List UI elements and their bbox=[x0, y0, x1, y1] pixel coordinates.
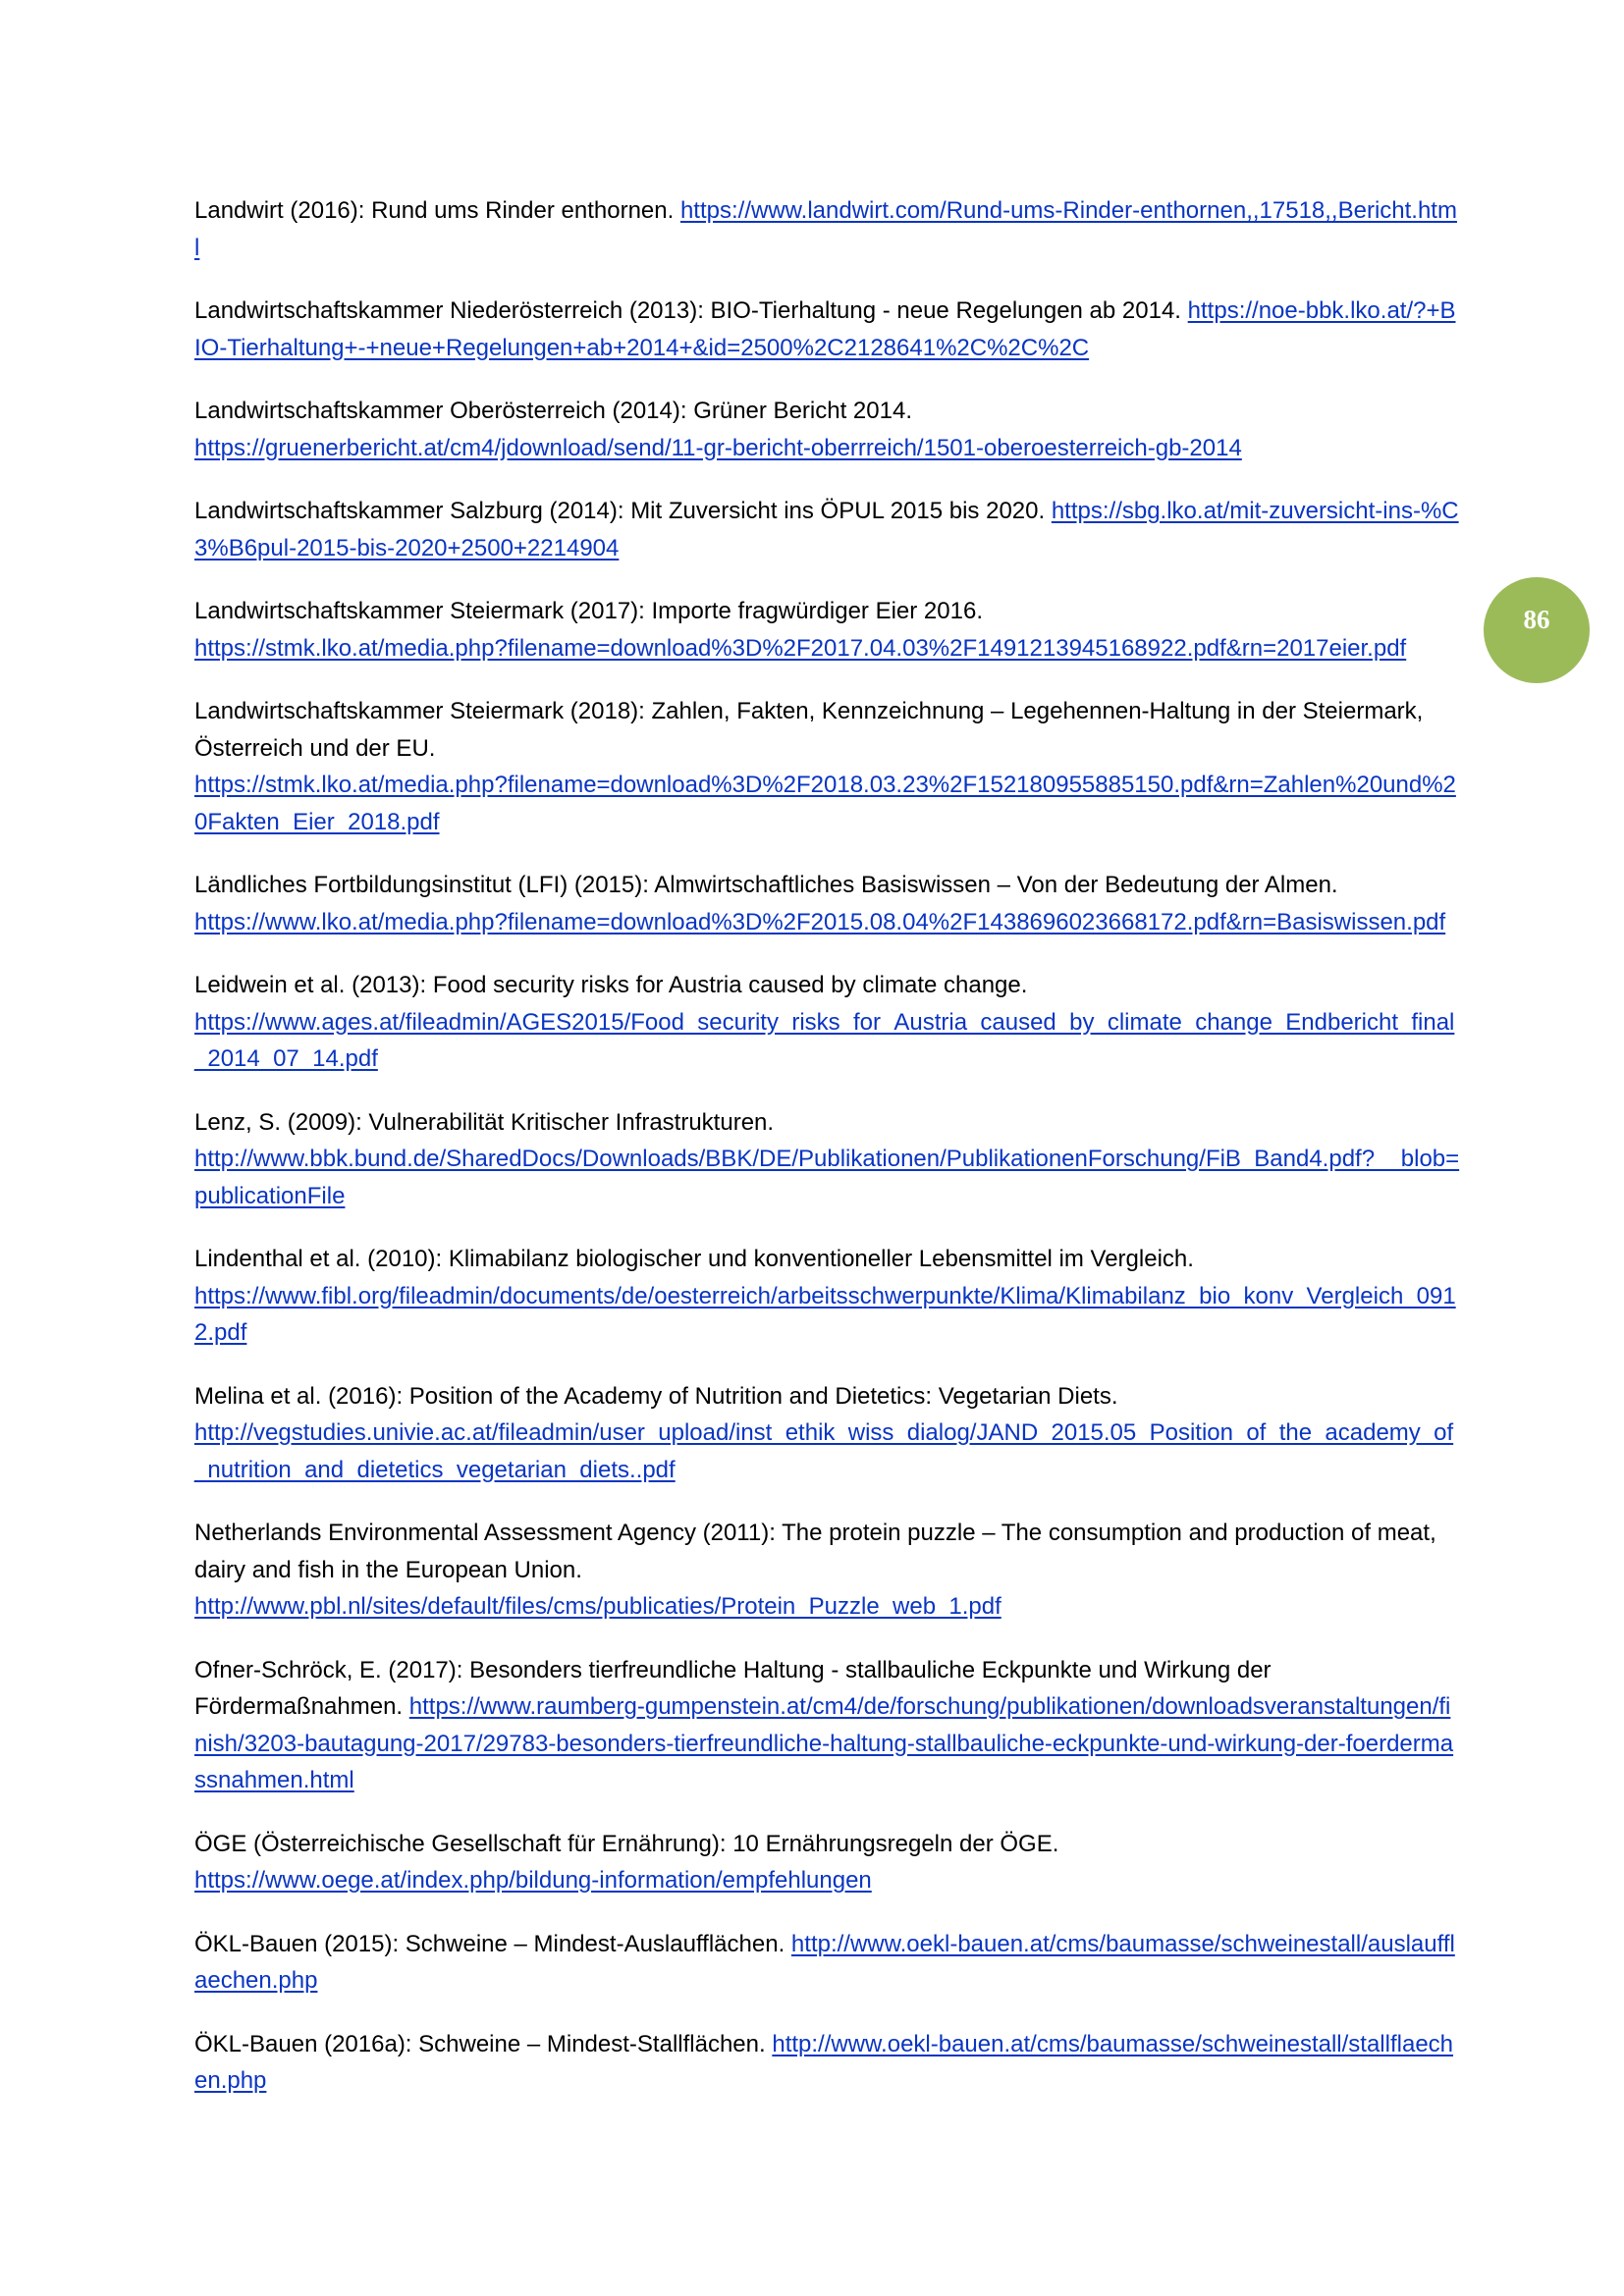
reference-link[interactable]: https://gruenerbericht.at/cm4/jdownload/send/11-gr-bericht-oberrreich/1501-oberoesterreich-gb-2014 bbox=[194, 434, 1242, 461]
reference-list bbox=[194, 192, 1461, 2126]
reference-citation: Landwirtschaftskammer Salzburg (2014): Mit Zuversicht ins ÖPUL 2015 bis 2020. bbox=[194, 498, 1046, 524]
reference-citation: Ländliches Fortbildungsinstitut (LFI) (2015): Almwirtschaftliches Basiswissen – Von der Bedeutung der Almen. bbox=[194, 872, 1338, 898]
page-number: 86 bbox=[1523, 605, 1550, 634]
reference-citation: ÖKL-Bauen (2016a): Schweine – Mindest-Stallflächen. bbox=[194, 2030, 766, 2057]
reference-entry bbox=[194, 1652, 1461, 1799]
reference-link[interactable]: https://stmk.lko.at/media.php?filename=download%3D%2F2017.04.03%2F1491213945168922.pdf&rn=2017eier.pdf bbox=[194, 634, 1407, 662]
reference-entry bbox=[194, 1104, 1461, 1215]
reference-entry bbox=[194, 1378, 1461, 1489]
reference-citation: Landwirtschaftskammer Steiermark (2017): Importe fragwürdiger Eier 2016. bbox=[194, 598, 983, 624]
reference-entry bbox=[194, 2026, 1461, 2100]
reference-entry bbox=[194, 967, 1461, 1078]
reference-entry bbox=[194, 1241, 1461, 1352]
reference-link[interactable]: https://stmk.lko.at/media.php?filename=download%3D%2F2018.03.23%2F152180955885150.pdf&rn=Zahlen%20und%20Fakten_Eier_2018.pdf bbox=[194, 772, 1456, 835]
reference-citation: Lenz, S. (2009): Vulnerabilität Kritischer Infrastrukturen. bbox=[194, 1108, 775, 1136]
reference-citation: Lindenthal et al. (2010): Klimabilanz biologischer und konventioneller Lebensmittel im Vergleich. bbox=[194, 1246, 1194, 1272]
reference-citation: ÖKL-Bauen (2015): Schweine – Mindest-Auslaufflächen. bbox=[194, 1930, 785, 1957]
reference-entry bbox=[194, 867, 1461, 940]
reference-entry bbox=[194, 493, 1461, 566]
reference-citation: Melina et al. (2016): Position of the Academy of Nutrition and Dietetics: Vegetarian Diets. bbox=[194, 1382, 1118, 1410]
page-number-badge bbox=[1484, 577, 1590, 683]
reference-link[interactable]: https://noe-bbk.lko.at/?+BIO-Tierhaltung+-+neue+Regelungen+ab+2014+&id=2500%2C2128641%2C%2C%2C bbox=[194, 297, 1456, 361]
reference-citation: Landwirtschaftskammer Steiermark (2018): Zahlen, Fakten, Kennzeichnung – Legehennen-Haltung in der Steiermark, Österreich und der EU. bbox=[194, 698, 1424, 762]
reference-link[interactable]: https://sbg.lko.at/mit-zuversicht-ins-%C3%B6pul-2015-bis-2020+2500+2214904 bbox=[194, 498, 1459, 561]
reference-link[interactable]: https://www.lko.at/media.php?filename=download%3D%2F2015.08.04%2F1438696023668172.pdf&rn=Basiswissen.pdf bbox=[194, 908, 1446, 935]
reference-link[interactable]: https://www.fibl.org/fileadmin/documents/de/oesterreich/arbeitsschwerpunkte/Klima/Klimabilanz_bio_konv_Vergleich_0912.pdf bbox=[194, 1282, 1456, 1346]
reference-link[interactable]: http://www.pbl.nl/sites/default/files/cms/publicaties/Protein_Puzzle_web_1.pdf bbox=[194, 1593, 1001, 1620]
reference-entry bbox=[194, 1826, 1461, 1899]
reference-citation: Leidwein et al. (2013): Food security risks for Austria caused by climate change. bbox=[194, 972, 1028, 998]
reference-citation: Ofner-Schröck, E. (2017): Besonders tierfreundliche Haltung - stallbauliche Eckpunkte und Wirkung der Fördermaßnahmen. bbox=[194, 1656, 1272, 1720]
reference-entry bbox=[194, 693, 1461, 840]
reference-link[interactable]: https://www.raumberg-gumpenstein.at/cm4/de/forschung/publikationen/downloadsveranstaltungen/finish/3203-bautagung-2017/29783-besonders-tierfreundliche-haltung-stallbauliche-eckpunkte-und-wirkung-der-foerdermassnahmen.html bbox=[194, 1693, 1454, 1793]
reference-link[interactable]: http://www.bbk.bund.de/SharedDocs/Downloads/BBK/DE/Publikationen/PublikationenForschung/FiB_Band4.pdf?__blob=publicationFile bbox=[194, 1146, 1460, 1209]
reference-link[interactable]: https://www.ages.at/fileadmin/AGES2015/Food_security_risks_for_Austria_caused_by_climate_change_Endbericht_final_2014_07_14.pdf bbox=[194, 1008, 1455, 1072]
reference-link[interactable]: http://www.oekl-bauen.at/cms/baumasse/schweinestall/stallflaechen.php bbox=[194, 2030, 1454, 2094]
reference-citation: ÖGE (Österreichische Gesellschaft für Ernährung): 10 Ernährungsregeln der ÖGE. bbox=[194, 1830, 1059, 1857]
reference-entry bbox=[194, 293, 1461, 366]
reference-entry bbox=[194, 1926, 1461, 2000]
reference-link[interactable]: https://www.oege.at/index.php/bildung-information/empfehlungen bbox=[194, 1867, 872, 1894]
reference-citation: Landwirtschaftskammer Oberösterreich (2014): Grüner Bericht 2014. bbox=[194, 398, 912, 424]
reference-entry bbox=[194, 593, 1461, 667]
reference-citation: Netherlands Environmental Assessment Agency (2011): The protein puzzle – The consumption and production of meat, dairy and fish in the European Union. bbox=[194, 1520, 1436, 1583]
reference-entry bbox=[194, 192, 1461, 266]
reference-link[interactable]: https://www.landwirt.com/Rund-ums-Rinder-enthornen,,17518,,Bericht.html bbox=[194, 197, 1457, 261]
reference-link[interactable]: http://www.oekl-bauen.at/cms/baumasse/schweinestall/auslaufflaechen.php bbox=[194, 1930, 1455, 1994]
reference-entry bbox=[194, 1515, 1461, 1626]
reference-entry bbox=[194, 393, 1461, 466]
reference-link[interactable]: http://vegstudies.univie.ac.at/fileadmin/user_upload/inst_ethik_wiss_dialog/JAND_2015.05_Position_of_the_academy_of_nutrition_and_dietetics_vegetarian_diets..pdf bbox=[194, 1419, 1454, 1483]
reference-citation: Landwirtschaftskammer Niederösterreich (2013): BIO-Tierhaltung - neue Regelungen ab 2014. bbox=[194, 297, 1181, 324]
reference-citation: Landwirt (2016): Rund ums Rinder enthornen. bbox=[194, 197, 675, 224]
